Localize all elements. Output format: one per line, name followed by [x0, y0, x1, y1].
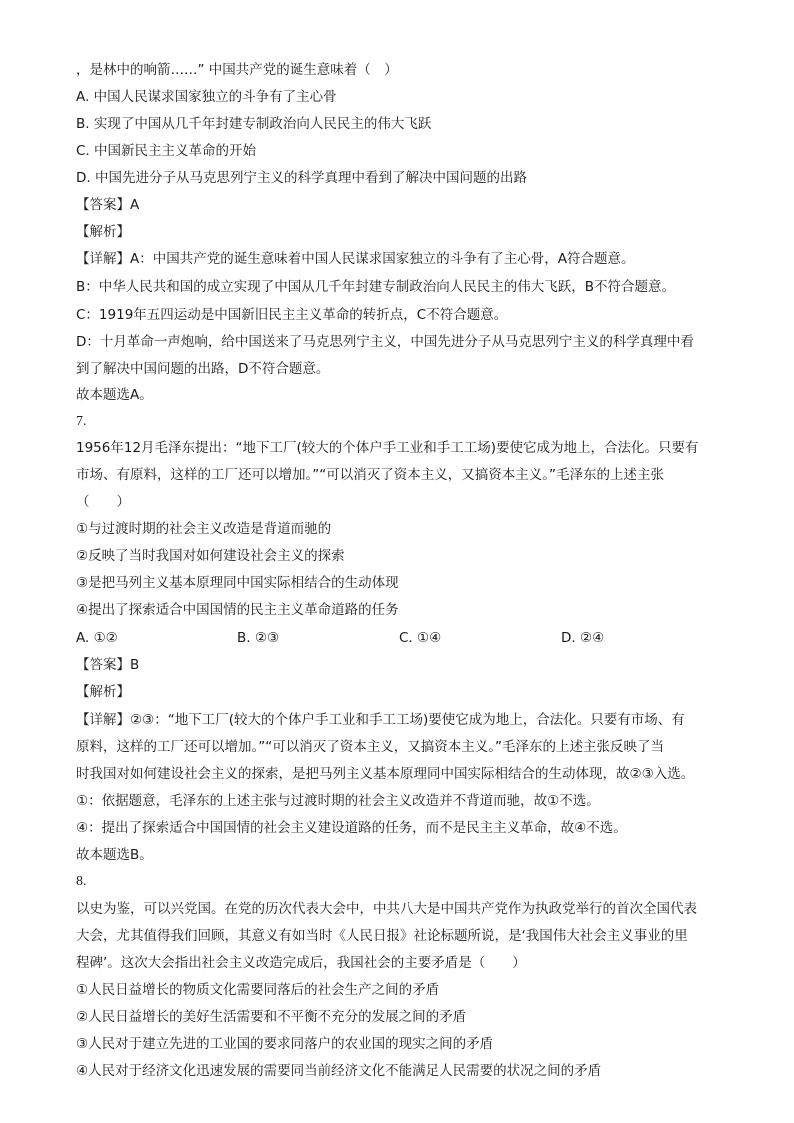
q6-option-a: A. 中国人民谋求国家独立的斗争有了主心骨 [76, 89, 337, 105]
q6-conclusion: 故本题选A。 [76, 387, 153, 403]
q8-statement-4: ④人民对于经济文化迅速发展的需要同当前经济文化不能满足人民需要的状况之间的矛盾 [76, 1063, 602, 1079]
q6-answer: 【答案】A [76, 197, 140, 213]
q8-stem-line: 大会，尤其值得我们回顾，其意义有如当时《人民日报》社论标题所说，是‘我国伟大社会主义事业的里 [76, 928, 688, 944]
q6-detail-line: B：中华人民共和国的成立实现了中国从几千年封建专制政治向人民民主的伟大飞跃，B不符合题意。 [76, 279, 676, 295]
q7-statement-3: ③是把马列主义基本原理同中国实际相结合的生动体现 [76, 575, 399, 591]
q6-option-c: C. 中国新民主主义革命的开始 [76, 143, 257, 159]
q7-choice-b: B. ②③ [237, 630, 280, 646]
q6-stem-tail: ，是林中的响箭……” 中国共产党的诞生意味着（ ） [76, 62, 398, 78]
q7-statement-1: ①与过渡时期的社会主义改造是背道而驰的 [76, 521, 332, 537]
q7-stem-line: （ ） [76, 494, 130, 510]
q7-conclusion: 故本题选B。 [76, 847, 153, 863]
q6-analysis-label: 【解析】 [76, 224, 130, 240]
q7-analysis-label: 【解析】 [76, 684, 130, 700]
q8-statement-3: ③人民对于建立先进的工业国的要求同落户的农业国的现实之间的矛盾 [76, 1036, 494, 1052]
q6-option-b: B. 实现了中国从几千年封建专制政治向人民民主的伟大飞跃 [76, 116, 432, 132]
q7-stem-line: 市场、有原料，这样的工厂还可以增加。”“可以消灭了资本主义，又搞资本主义。”毛泽东的上述主张 [76, 467, 664, 483]
q7-stem-line: 1956年12月毛泽东提出：“地下工厂(较大的个体户手工业和手工工场)要使它成为地上，合法化。只要有 [76, 440, 699, 456]
q7-detail-line: 原料，这样的工厂还可以增加。”“可以消灭了资本主义，又搞资本主义。”毛泽东的上述主张反映了当 [76, 739, 664, 755]
q6-detail-line: C：1919年五四运动是中国新旧民主主义革命的转折点，C不符合题意。 [76, 307, 508, 323]
q8-statement-1: ①人民日益增长的物质文化需要同落后的社会生产之间的矛盾 [76, 982, 440, 998]
q6-detail-line: 到了解决中国问题的出路，D不符合题意。 [76, 361, 330, 377]
q7-choice-c: C. ①④ [399, 630, 442, 646]
q7-statement-2: ②反映了当时我国对如何建设社会主义的探索 [76, 548, 345, 564]
q6-detail-line: 【详解】A：中国共产党的诞生意味着中国人民谋求国家独立的斗争有了主心骨，A符合题意。 [76, 251, 635, 267]
q6-detail-line: D：十月革命一声炮响，给中国送来了马克思列宁主义，中国先进分子从马克思列宁主义的科学真理中看 [76, 334, 694, 350]
q6-option-d: D. 中国先进分子从马克思列宁主义的科学真理中看到了解决中国问题的出路 [76, 170, 527, 186]
q7-choice-d: D. ②④ [561, 630, 605, 646]
q7-choice-a: A. ①② [76, 630, 118, 646]
q8-number: 8. [76, 874, 87, 889]
q8-statement-2: ②人民日益增长的美好生活需要和不平衡不充分的发展之间的矛盾 [76, 1009, 467, 1025]
q7-statement-4: ④提出了探索适合中国国情的民主主义革命道路的任务 [76, 602, 399, 618]
q8-stem-line: 以史为鉴，可以兴党国。在党的历次代表大会中，中共八大是中国共产党作为执政党举行的首次全国代表 [76, 901, 697, 917]
q7-detail-line: 【详解】②③：“地下工厂(较大的个体户手工业和手工工场)要使它成为地上，合法化。只要有市场、有 [76, 712, 685, 728]
q7-number: 7. [76, 414, 87, 429]
q7-detail-line: ④：提出了探索适合中国国情的社会主义建设道路的任务，而不是民主主义革命，故④不选。 [76, 820, 627, 836]
q7-answer: 【答案】B [76, 657, 140, 673]
q7-detail-line: 时我国对如何建设社会主义的探索，是把马列主义基本原理同中国实际相结合的生动体现，故②③入选。 [76, 766, 695, 782]
q8-stem-line: 程碑’。这次大会指出社会主义改造完成后，我国社会的主要矛盾是（ ） [76, 955, 526, 971]
q7-detail-line: ①：依据题意，毛泽东的上述主张与过渡时期的社会主义改造并不背道而驰，故①不选。 [76, 793, 600, 809]
